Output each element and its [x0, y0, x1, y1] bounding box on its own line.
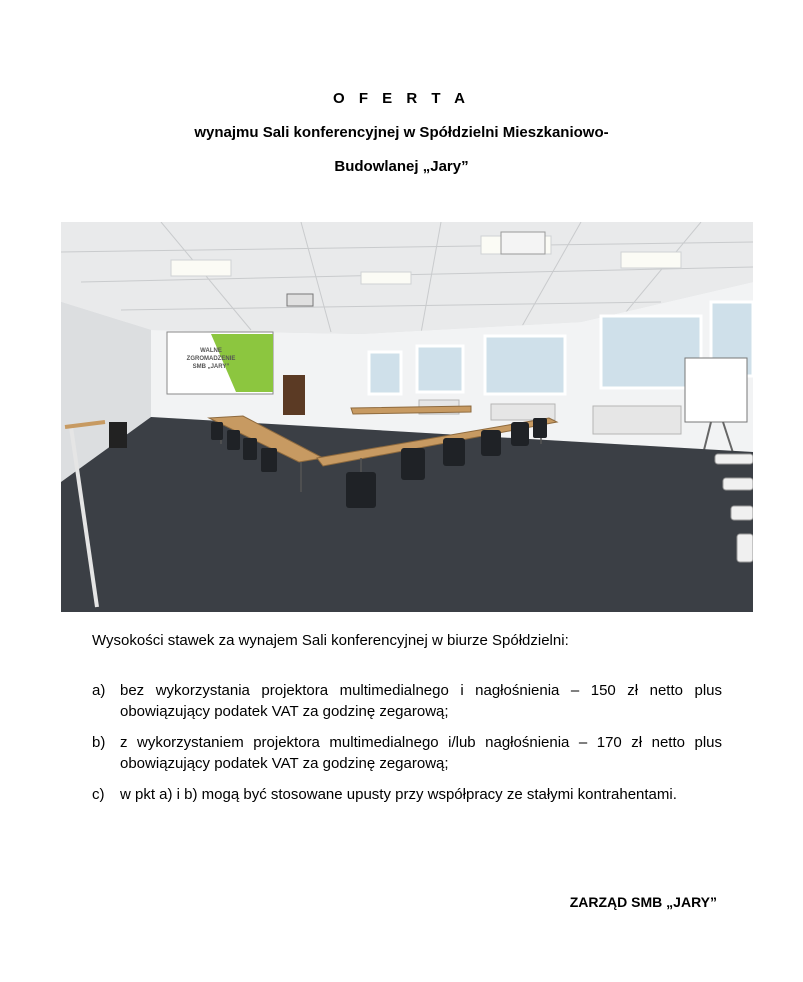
list-item-text: bez wykorzystania projektora multimedialnego i nagłośnienia – 150 zł netto plus obowiązujący podatek VAT za godzinę zegarową;: [120, 682, 722, 720]
document-subtitle-line-1: wynajmu Sali konferencyjnej w Spółdzielni Mieszkaniowo-: [194, 124, 609, 141]
list-item-text: z wykorzystaniem projektora multimedialnego i/lub nagłośnienia – 170 zł netto plus obowiązujący podatek VAT za godzinę zegarową;: [120, 734, 722, 772]
list-item: [92, 732, 722, 774]
list-item: [92, 784, 722, 805]
signature: ZARZĄD SMB „JARY”: [569, 894, 717, 910]
list-item: [92, 680, 722, 722]
list-item-marker: b): [92, 734, 106, 751]
document-subtitle-line-2: Budowlanej „Jary”: [334, 158, 469, 175]
screen-text-2: ZGROMADZENIE: [186, 356, 236, 362]
list-item-text: w pkt a) i b) mogą być stosowane upusty przy współpracy ze stałymi kontrahentami.: [120, 786, 677, 803]
rates-list: [92, 680, 722, 815]
screen-text-3: SMB „JARY”: [192, 364, 230, 370]
list-item-marker: a): [92, 682, 106, 699]
conference-room-photo: [61, 222, 753, 612]
list-item-marker: c): [92, 786, 105, 803]
rates-intro: Wysokości stawek za wynajem Sali konferencyjnej w biurze Spółdzielni:: [92, 632, 569, 649]
screen-text-1: WALNE: [200, 348, 222, 354]
document-title: O F E R T A: [333, 90, 470, 107]
